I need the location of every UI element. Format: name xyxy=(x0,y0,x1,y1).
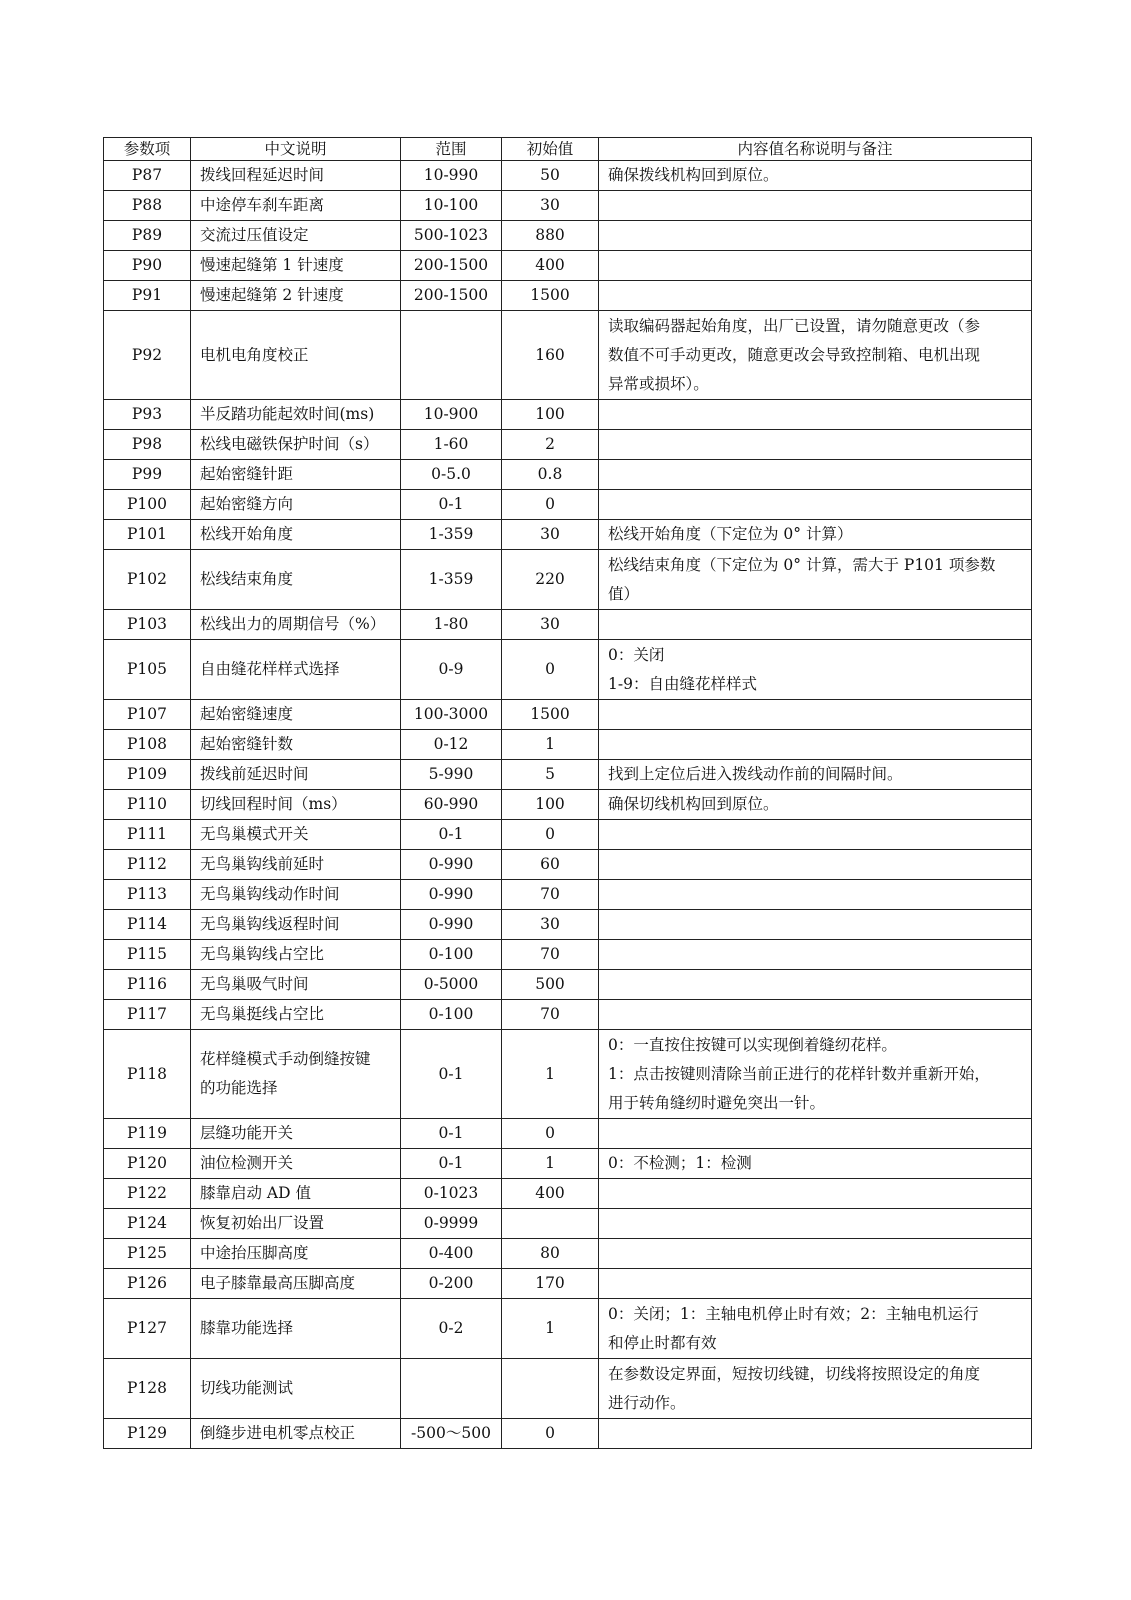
param-range: 0-990 xyxy=(401,910,502,940)
param-note xyxy=(599,970,1032,1000)
table-row xyxy=(104,520,1032,550)
param-initial-value: 880 xyxy=(502,221,599,251)
table-row xyxy=(104,460,1032,490)
param-note xyxy=(599,1359,1032,1419)
param-initial-value: 1 xyxy=(502,1299,599,1359)
table-row xyxy=(104,700,1032,730)
param-initial-value: 30 xyxy=(502,520,599,550)
param-initial-value: 0 xyxy=(502,820,599,850)
param-note xyxy=(599,1000,1032,1030)
param-description xyxy=(191,790,401,820)
header-range: 范围 xyxy=(401,138,502,161)
table-row xyxy=(104,161,1032,191)
param-code: P93 xyxy=(104,400,191,430)
param-range: 0-2 xyxy=(401,1299,502,1359)
param-range: 0-100 xyxy=(401,940,502,970)
note-line: 确保拨线机构回到原位。 xyxy=(608,166,779,184)
param-range: 500-1023 xyxy=(401,221,502,251)
param-description xyxy=(191,1149,401,1179)
param-description xyxy=(191,610,401,640)
table-row xyxy=(104,820,1032,850)
param-note xyxy=(599,820,1032,850)
param-initial-value: 70 xyxy=(502,940,599,970)
param-note xyxy=(599,281,1032,311)
param-range: 0-1023 xyxy=(401,1179,502,1209)
table-row xyxy=(104,490,1032,520)
param-note xyxy=(599,1149,1032,1179)
table-row xyxy=(104,311,1032,400)
param-initial-value: 30 xyxy=(502,610,599,640)
param-code: P113 xyxy=(104,880,191,910)
table-row xyxy=(104,221,1032,251)
param-note xyxy=(599,430,1032,460)
param-range xyxy=(401,1359,502,1419)
description-line: 松线电磁铁保护时间（s） xyxy=(200,435,379,453)
param-range: 0-9999 xyxy=(401,1209,502,1239)
param-range: 0-1 xyxy=(401,820,502,850)
header-description: 中文说明 xyxy=(191,138,401,161)
param-note xyxy=(599,760,1032,790)
param-description xyxy=(191,850,401,880)
param-range: 10-900 xyxy=(401,400,502,430)
table-row xyxy=(104,1419,1032,1449)
description-line: 电机电角度校正 xyxy=(200,345,309,364)
param-code: P124 xyxy=(104,1209,191,1239)
param-code: P103 xyxy=(104,610,191,640)
param-range: 60-990 xyxy=(401,790,502,820)
description-line: 无鸟巢钩线前延时 xyxy=(200,855,325,873)
table-row xyxy=(104,850,1032,880)
param-description xyxy=(191,640,401,700)
param-description xyxy=(191,1179,401,1209)
param-note xyxy=(599,1269,1032,1299)
description-line: 花样缝模式手动倒缝按键 xyxy=(200,1050,371,1068)
param-code: P125 xyxy=(104,1239,191,1269)
note-line: 1-9：自由缝花样样式 xyxy=(608,674,757,693)
param-range: 200-1500 xyxy=(401,251,502,281)
note-line: 读取编码器起始角度，出厂已设置，请勿随意更改（参 xyxy=(608,316,981,335)
table-row xyxy=(104,610,1032,640)
param-initial-value: 100 xyxy=(502,790,599,820)
table-row xyxy=(104,1209,1032,1239)
param-description xyxy=(191,1359,401,1419)
note-line: 值） xyxy=(608,584,640,603)
param-note xyxy=(599,1419,1032,1449)
param-initial-value: 1 xyxy=(502,1030,599,1119)
param-note xyxy=(599,520,1032,550)
description-line: 中途停车刹车距离 xyxy=(200,196,325,214)
note-line: 和停止时都有效 xyxy=(608,1333,717,1352)
param-note xyxy=(599,1030,1032,1119)
param-range: 0-1 xyxy=(401,1030,502,1119)
table-row xyxy=(104,251,1032,281)
param-initial-value: 0.8 xyxy=(502,460,599,490)
param-note xyxy=(599,700,1032,730)
param-code: P122 xyxy=(104,1179,191,1209)
param-range xyxy=(401,311,502,400)
param-code: P88 xyxy=(104,191,191,221)
description-line: 倒缝步进电机零点校正 xyxy=(200,1424,356,1442)
note-line: 用于转角缝纫时避免突出一针。 xyxy=(608,1093,826,1112)
param-initial-value: 60 xyxy=(502,850,599,880)
description-line: 交流过压值设定 xyxy=(200,226,309,244)
description-line: 松线出力的周期信号（%） xyxy=(200,615,386,633)
param-initial-value: 1 xyxy=(502,1149,599,1179)
param-code: P128 xyxy=(104,1359,191,1419)
description-line: 起始密缝速度 xyxy=(200,705,294,723)
param-initial-value xyxy=(502,1359,599,1419)
header-notes: 内容值名称说明与备注 xyxy=(599,138,1032,161)
param-initial-value: 70 xyxy=(502,880,599,910)
param-initial-value: 70 xyxy=(502,1000,599,1030)
param-note xyxy=(599,490,1032,520)
description-line: 无鸟巢钩线占空比 xyxy=(200,945,325,963)
param-initial-value: 220 xyxy=(502,550,599,610)
param-note xyxy=(599,790,1032,820)
param-code: P114 xyxy=(104,910,191,940)
table-row xyxy=(104,760,1032,790)
param-range: -500～500 xyxy=(401,1419,502,1449)
description-line: 无鸟巢挺线占空比 xyxy=(200,1005,325,1023)
note-line: 找到上定位后进入拨线动作前的间隔时间。 xyxy=(608,765,903,783)
table-row xyxy=(104,880,1032,910)
param-code: P87 xyxy=(104,161,191,191)
param-description xyxy=(191,490,401,520)
note-line: 0：不检测；1：检测 xyxy=(608,1154,752,1172)
param-initial-value xyxy=(502,1209,599,1239)
table-row xyxy=(104,1119,1032,1149)
param-initial-value: 400 xyxy=(502,1179,599,1209)
param-initial-value: 2 xyxy=(502,430,599,460)
param-range: 0-200 xyxy=(401,1269,502,1299)
note-line: 松线结束角度（下定位为 0° 计算，需大于 P101 项参数 xyxy=(608,555,996,574)
param-initial-value: 0 xyxy=(502,1419,599,1449)
param-note xyxy=(599,161,1032,191)
description-line: 起始密缝针距 xyxy=(200,465,294,483)
description-line: 松线开始角度 xyxy=(200,525,294,543)
param-code: P108 xyxy=(104,730,191,760)
description-line: 切线功能测试 xyxy=(200,1379,294,1397)
header-row xyxy=(104,138,1032,161)
param-description xyxy=(191,311,401,400)
header-code: 参数项 xyxy=(104,138,191,161)
param-code: P90 xyxy=(104,251,191,281)
param-note xyxy=(599,880,1032,910)
param-note xyxy=(599,910,1032,940)
table-row xyxy=(104,730,1032,760)
param-range: 0-1 xyxy=(401,1119,502,1149)
table-row xyxy=(104,430,1032,460)
param-note xyxy=(599,1209,1032,1239)
param-code: P98 xyxy=(104,430,191,460)
param-description xyxy=(191,880,401,910)
description-line: 松线结束角度 xyxy=(200,570,294,588)
table-row xyxy=(104,1299,1032,1359)
param-note xyxy=(599,1119,1032,1149)
param-code: P111 xyxy=(104,820,191,850)
table-row xyxy=(104,910,1032,940)
param-note xyxy=(599,400,1032,430)
param-code: P92 xyxy=(104,311,191,400)
param-range: 0-100 xyxy=(401,1000,502,1030)
param-initial-value: 100 xyxy=(502,400,599,430)
note-line: 0：一直按住按键可以实现倒着缝纫花样。 xyxy=(608,1035,897,1054)
param-description xyxy=(191,970,401,1000)
table-row xyxy=(104,1030,1032,1119)
description-line: 拨线回程延迟时间 xyxy=(200,166,325,184)
param-note xyxy=(599,221,1032,251)
note-line: 异常或损坏）。 xyxy=(608,374,709,393)
param-code: P105 xyxy=(104,640,191,700)
description-line: 起始密缝方向 xyxy=(200,495,294,513)
param-range: 5-990 xyxy=(401,760,502,790)
param-range: 10-990 xyxy=(401,161,502,191)
param-note xyxy=(599,730,1032,760)
note-line: 确保切线机构回到原位。 xyxy=(608,795,779,813)
param-description xyxy=(191,1419,401,1449)
param-range: 100-3000 xyxy=(401,700,502,730)
param-note xyxy=(599,1239,1032,1269)
description-line: 慢速起缝第 2 针速度 xyxy=(200,286,344,304)
param-range: 0-990 xyxy=(401,850,502,880)
param-code: P89 xyxy=(104,221,191,251)
param-description xyxy=(191,910,401,940)
param-initial-value: 0 xyxy=(502,490,599,520)
note-line: 1：点击按键则清除当前正进行的花样针数并重新开始， xyxy=(608,1064,990,1083)
table-row xyxy=(104,1359,1032,1419)
param-description xyxy=(191,730,401,760)
description-line: 半反踏功能起效时间(ms) xyxy=(200,405,375,423)
note-line: 松线开始角度（下定位为 0° 计算） xyxy=(608,525,853,543)
param-note xyxy=(599,1179,1032,1209)
parameter-table xyxy=(103,137,1032,1449)
description-line: 慢速起缝第 1 针速度 xyxy=(200,256,344,274)
param-initial-value: 50 xyxy=(502,161,599,191)
param-code: P112 xyxy=(104,850,191,880)
param-description xyxy=(191,820,401,850)
param-description xyxy=(191,430,401,460)
param-initial-value: 1500 xyxy=(502,281,599,311)
param-range: 0-990 xyxy=(401,880,502,910)
param-code: P91 xyxy=(104,281,191,311)
param-range: 0-5.0 xyxy=(401,460,502,490)
param-initial-value: 80 xyxy=(502,1239,599,1269)
param-note xyxy=(599,550,1032,610)
param-description xyxy=(191,191,401,221)
description-line: 无鸟巢钩线返程时间 xyxy=(200,915,340,933)
description-line: 电子膝靠最高压脚高度 xyxy=(200,1274,356,1292)
description-line: 切线回程时间（ms） xyxy=(200,795,347,813)
param-code: P129 xyxy=(104,1419,191,1449)
param-code: P119 xyxy=(104,1119,191,1149)
param-initial-value: 400 xyxy=(502,251,599,281)
param-initial-value: 500 xyxy=(502,970,599,1000)
table-row xyxy=(104,550,1032,610)
param-code: P107 xyxy=(104,700,191,730)
header-initial-value: 初始值 xyxy=(502,138,599,161)
description-line: 膝靠功能选择 xyxy=(200,1319,294,1337)
table-row xyxy=(104,970,1032,1000)
param-code: P116 xyxy=(104,970,191,1000)
description-line: 油位检测开关 xyxy=(200,1154,294,1172)
param-code: P126 xyxy=(104,1269,191,1299)
param-description xyxy=(191,281,401,311)
param-description xyxy=(191,520,401,550)
table-row xyxy=(104,1179,1032,1209)
param-range: 1-359 xyxy=(401,520,502,550)
table-row xyxy=(104,1149,1032,1179)
description-line: 无鸟巢吸气时间 xyxy=(200,975,309,993)
param-initial-value: 170 xyxy=(502,1269,599,1299)
description-line: 中途抬压脚高度 xyxy=(200,1244,309,1262)
param-description xyxy=(191,760,401,790)
param-code: P118 xyxy=(104,1030,191,1119)
description-line: 起始密缝针数 xyxy=(200,735,294,753)
param-range: 0-1 xyxy=(401,490,502,520)
param-note xyxy=(599,191,1032,221)
param-code: P109 xyxy=(104,760,191,790)
note-line: 0：关闭 xyxy=(608,645,665,664)
param-code: P117 xyxy=(104,1000,191,1030)
param-description xyxy=(191,1209,401,1239)
description-line: 层缝功能开关 xyxy=(200,1124,294,1142)
param-description xyxy=(191,251,401,281)
param-initial-value: 160 xyxy=(502,311,599,400)
param-initial-value: 5 xyxy=(502,760,599,790)
param-note xyxy=(599,1299,1032,1359)
param-description xyxy=(191,460,401,490)
param-code: P127 xyxy=(104,1299,191,1359)
param-note xyxy=(599,460,1032,490)
param-code: P100 xyxy=(104,490,191,520)
param-description xyxy=(191,1119,401,1149)
param-range: 1-359 xyxy=(401,550,502,610)
note-line: 数值不可手动更改，随意更改会导致控制箱、电机出现 xyxy=(608,345,981,364)
table-row xyxy=(104,1269,1032,1299)
table-row xyxy=(104,940,1032,970)
param-note xyxy=(599,640,1032,700)
param-initial-value: 0 xyxy=(502,640,599,700)
param-code: P101 xyxy=(104,520,191,550)
description-line: 的功能选择 xyxy=(200,1079,278,1097)
table-row xyxy=(104,191,1032,221)
param-range: 0-5000 xyxy=(401,970,502,1000)
param-range: 0-400 xyxy=(401,1239,502,1269)
param-initial-value: 30 xyxy=(502,910,599,940)
table-row xyxy=(104,1239,1032,1269)
param-description xyxy=(191,1030,401,1119)
param-range: 200-1500 xyxy=(401,281,502,311)
param-description xyxy=(191,221,401,251)
param-description xyxy=(191,1000,401,1030)
param-code: P120 xyxy=(104,1149,191,1179)
param-initial-value: 30 xyxy=(502,191,599,221)
param-description xyxy=(191,1299,401,1359)
param-range: 10-100 xyxy=(401,191,502,221)
param-range: 0-12 xyxy=(401,730,502,760)
param-range: 0-9 xyxy=(401,640,502,700)
param-code: P99 xyxy=(104,460,191,490)
param-note xyxy=(599,850,1032,880)
description-line: 无鸟巢钩线动作时间 xyxy=(200,885,340,903)
param-initial-value: 1500 xyxy=(502,700,599,730)
param-description xyxy=(191,550,401,610)
table-row xyxy=(104,400,1032,430)
param-code: P102 xyxy=(104,550,191,610)
param-code: P115 xyxy=(104,940,191,970)
param-note xyxy=(599,940,1032,970)
param-description xyxy=(191,940,401,970)
param-range: 0-1 xyxy=(401,1149,502,1179)
note-line: 在参数设定界面，短按切线键，切线将按照设定的角度 xyxy=(608,1364,981,1383)
description-line: 拨线前延迟时间 xyxy=(200,765,309,783)
description-line: 无鸟巢模式开关 xyxy=(200,825,309,843)
description-line: 膝靠启动 AD 值 xyxy=(200,1184,311,1202)
param-initial-value: 1 xyxy=(502,730,599,760)
table-row xyxy=(104,1000,1032,1030)
param-code: P110 xyxy=(104,790,191,820)
description-line: 自由缝花样样式选择 xyxy=(200,660,340,678)
param-range: 1-80 xyxy=(401,610,502,640)
table-row xyxy=(104,790,1032,820)
table-row xyxy=(104,281,1032,311)
description-line: 恢复初始出厂设置 xyxy=(200,1214,325,1232)
table-row xyxy=(104,640,1032,700)
param-description xyxy=(191,1239,401,1269)
param-note xyxy=(599,251,1032,281)
param-range: 1-60 xyxy=(401,430,502,460)
param-note xyxy=(599,610,1032,640)
note-line: 进行动作。 xyxy=(608,1393,686,1412)
param-description xyxy=(191,1269,401,1299)
param-description xyxy=(191,161,401,191)
param-initial-value: 0 xyxy=(502,1119,599,1149)
param-note xyxy=(599,311,1032,400)
note-line: 0：关闭；1：主轴电机停止时有效；2：主轴电机运行 xyxy=(608,1304,979,1323)
param-description xyxy=(191,400,401,430)
param-description xyxy=(191,700,401,730)
